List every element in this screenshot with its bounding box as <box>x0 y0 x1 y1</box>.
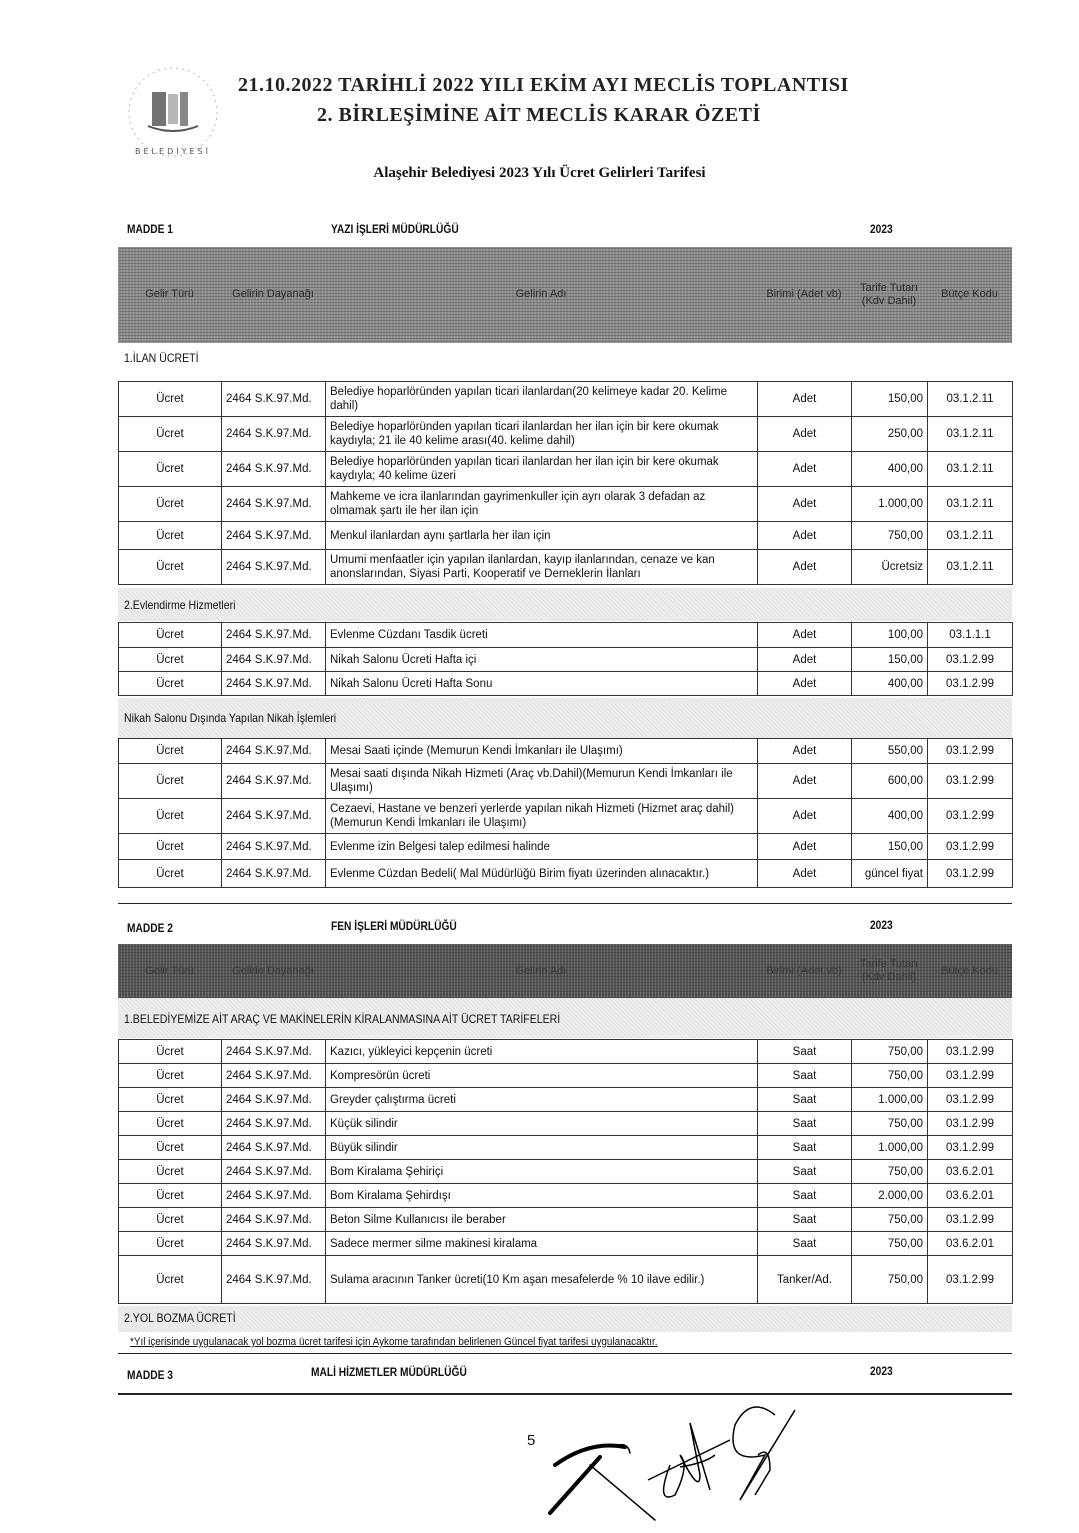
madde2-department: FEN İŞLERİ MÜDÜRLÜĞÜ <box>331 919 457 933</box>
cell-butce-kodu: 03.6.2.01 <box>928 1184 1013 1208</box>
signatures <box>530 1395 830 1525</box>
cell-dayanak: 2464 S.K.97.Md. <box>222 834 326 860</box>
cell-butce-kodu: 03.1.2.11 <box>928 382 1013 417</box>
cell-gelir-turu: Ücret <box>119 834 222 860</box>
cell-birimi: Adet <box>758 764 852 799</box>
col-header-gelirin-adi: Gelirin Adı <box>515 964 567 977</box>
cell-dayanak: 2464 S.K.97.Md. <box>222 799 326 834</box>
cell-tarife-tutari: 150,00 <box>852 834 928 860</box>
cell-gelir-adi: Sadece mermer silme makinesi kiralama <box>326 1232 758 1256</box>
cell-dayanak: 2464 S.K.97.Md. <box>222 1064 326 1088</box>
cell-gelir-turu: Ücret <box>119 487 222 522</box>
cell-gelir-adi: Belediye hoparlöründen yapılan ticari ilanlardan(20 kelimeye kadar 20. Kelime dahil) <box>326 382 758 417</box>
section-band <box>118 588 1012 621</box>
cell-tarife-tutari: 750,00 <box>852 1112 928 1136</box>
cell-gelir-adi: Beton Silme Kullanıcısı ile beraber <box>326 1208 758 1232</box>
col-header-gelirin-dayanagi: Gelirin Dayanağı <box>232 964 314 977</box>
cell-tarife-tutari: 750,00 <box>852 1064 928 1088</box>
madde3-label: MADDE 3 <box>127 1368 173 1382</box>
table-row <box>119 648 1013 672</box>
madde2-year: 2023 <box>870 918 893 932</box>
cell-birimi: Adet <box>758 522 852 550</box>
cell-gelir-turu: Ücret <box>119 1184 222 1208</box>
cell-gelir-turu: Ücret <box>119 623 222 648</box>
cell-butce-kodu: 03.1.2.99 <box>928 834 1013 860</box>
cell-tarife-tutari: 2.000,00 <box>852 1184 928 1208</box>
table-nikah-islemleri <box>118 738 1013 888</box>
col-header-gelir-turu: Gelir Türü <box>145 288 194 300</box>
cell-gelir-adi: Büyük silindir <box>326 1136 758 1160</box>
section-title: 1.İLAN ÜCRETİ <box>124 351 199 365</box>
cell-tarife-tutari: 150,00 <box>852 382 928 417</box>
cell-butce-kodu: 03.1.2.99 <box>928 1256 1013 1304</box>
signature-1 <box>550 1445 655 1520</box>
table-row <box>119 739 1013 764</box>
table-row <box>119 1184 1013 1208</box>
table-row <box>119 1208 1013 1232</box>
cell-gelir-adi: Kompresörün ücreti <box>326 1064 758 1088</box>
cell-dayanak: 2464 S.K.97.Md. <box>222 1208 326 1232</box>
cell-birimi: Saat <box>758 1136 852 1160</box>
cell-gelir-adi: Evlenme Cüzdan Bedeli( Mal Müdürlüğü Birim fiyatı üzerinden alınacaktır.) <box>326 860 758 888</box>
cell-birimi: Adet <box>758 382 852 417</box>
cell-butce-kodu: 03.1.2.99 <box>928 1040 1013 1064</box>
col-header-gelirin-adi: Gelirin Adı <box>515 288 567 300</box>
cell-butce-kodu: 03.1.2.99 <box>928 1136 1013 1160</box>
cell-birimi: Saat <box>758 1088 852 1112</box>
cell-tarife-tutari: 550,00 <box>852 739 928 764</box>
cell-dayanak: 2464 S.K.97.Md. <box>222 1184 326 1208</box>
cell-tarife-tutari: 750,00 <box>852 1208 928 1232</box>
cell-dayanak: 2464 S.K.97.Md. <box>222 860 326 888</box>
cell-gelir-adi: Sulama aracının Tanker ücreti(10 Km aşan mesafelerde % 10 ilave edilir.) <box>326 1256 758 1304</box>
cell-birimi: Saat <box>758 1208 852 1232</box>
cell-tarife-tutari: 750,00 <box>852 1160 928 1184</box>
cell-dayanak: 2464 S.K.97.Md. <box>222 1136 326 1160</box>
cell-birimi: Adet <box>758 452 852 487</box>
col-header-gelir-turu: Gelir Türü <box>145 964 194 977</box>
cell-dayanak: 2464 S.K.97.Md. <box>222 417 326 452</box>
cell-dayanak: 2464 S.K.97.Md. <box>222 764 326 799</box>
cell-tarife-tutari: 400,00 <box>852 799 928 834</box>
table-row <box>119 1112 1013 1136</box>
signature-2 <box>648 1423 730 1497</box>
cell-gelir-turu: Ücret <box>119 1040 222 1064</box>
cell-gelir-turu: Ücret <box>119 522 222 550</box>
madde1-year: 2023 <box>870 222 893 236</box>
cell-butce-kodu: 03.1.2.11 <box>928 417 1013 452</box>
table-row <box>119 860 1013 888</box>
col-header-tarife-tutari: Tarife Tutarı (Kdv Dahil) <box>859 958 919 983</box>
cell-tarife-tutari: 1.000,00 <box>852 487 928 522</box>
cell-tarife-tutari: 250,00 <box>852 417 928 452</box>
cell-gelir-adi: Kazıcı, yükleyici kepçenin ücreti <box>326 1040 758 1064</box>
table-row <box>119 522 1013 550</box>
table-row <box>119 417 1013 452</box>
cell-dayanak: 2464 S.K.97.Md. <box>222 1160 326 1184</box>
section-title: 2.YOL BOZMA ÜCRETİ <box>124 1311 236 1325</box>
cell-butce-kodu: 03.6.2.01 <box>928 1160 1013 1184</box>
cell-butce-kodu: 03.1.2.99 <box>928 1064 1013 1088</box>
cell-gelir-turu: Ücret <box>119 672 222 696</box>
cell-butce-kodu: 03.1.2.99 <box>928 648 1013 672</box>
section-title: 1.BELEDİYEMİZE AİT ARAÇ VE MAKİNELERİN KİRALANMASINA AİT ÜCRET TARİFELERİ <box>124 1012 561 1026</box>
table-row <box>119 382 1013 417</box>
cell-gelir-adi: Belediye hoparlöründen yapılan ticari ilanlardan her ilan için bir kere okumak kaydıyla; 40 kelime üzeri <box>326 452 758 487</box>
cell-gelir-adi: Küçük silindir <box>326 1112 758 1136</box>
cell-dayanak: 2464 S.K.97.Md. <box>222 1088 326 1112</box>
meeting-title: 21.10.2022 TARİHLİ 2022 YILI EKİM AYI MECLİS TOPLANTISI <box>238 74 849 96</box>
cell-dayanak: 2464 S.K.97.Md. <box>222 1256 326 1304</box>
cell-birimi: Saat <box>758 1112 852 1136</box>
cell-butce-kodu: 03.1.2.99 <box>928 799 1013 834</box>
cell-dayanak: 2464 S.K.97.Md. <box>222 382 326 417</box>
cell-tarife-tutari: 150,00 <box>852 648 928 672</box>
cell-tarife-tutari: 100,00 <box>852 623 928 648</box>
cell-gelir-adi: Mahkeme ve icra ilanlarından gayrimenkuller için ayrı olarak 3 defadan az olmamak şartı ile her ilan için <box>326 487 758 522</box>
cell-gelir-adi: Menkul ilanlardan aynı şartlarla her ilan için <box>326 522 758 550</box>
cell-dayanak: 2464 S.K.97.Md. <box>222 739 326 764</box>
cell-birimi: Adet <box>758 834 852 860</box>
cell-gelir-adi: Greyder çalıştırma ücreti <box>326 1088 758 1112</box>
cell-tarife-tutari: 600,00 <box>852 764 928 799</box>
cell-butce-kodu: 03.1.2.99 <box>928 739 1013 764</box>
table-row <box>119 1136 1013 1160</box>
table-row <box>119 452 1013 487</box>
col-header-butce-kodu: Bütçe Kodu <box>941 964 998 977</box>
section-band <box>118 1306 1012 1332</box>
cell-tarife-tutari: Ücretsiz <box>852 550 928 585</box>
cell-gelir-turu: Ücret <box>119 739 222 764</box>
cell-gelir-turu: Ücret <box>119 1136 222 1160</box>
cell-gelir-adi: Mesai saati dışında Nikah Hizmeti (Araç vb.Dahil)(Memurun Kendi İmkanları ile Ulaşımı) <box>326 764 758 799</box>
table-ilan-ucreti <box>118 381 1013 585</box>
cell-gelir-adi: Evlenme Cüzdanı Tasdik ücreti <box>326 623 758 648</box>
cell-tarife-tutari: 400,00 <box>852 672 928 696</box>
page-number: 5 <box>527 1432 536 1449</box>
table-row <box>119 764 1013 799</box>
table1-header <box>118 247 1012 343</box>
table-row <box>119 550 1013 585</box>
madde2-label: MADDE 2 <box>127 921 173 935</box>
cell-butce-kodu: 03.1.2.99 <box>928 860 1013 888</box>
cell-dayanak: 2464 S.K.97.Md. <box>222 550 326 585</box>
cell-birimi: Saat <box>758 1184 852 1208</box>
cell-birimi: Adet <box>758 799 852 834</box>
cell-tarife-tutari: 1.000,00 <box>852 1136 928 1160</box>
cell-birimi: Tanker/Ad. <box>758 1256 852 1304</box>
cell-birimi: Adet <box>758 550 852 585</box>
cell-gelir-turu: Ücret <box>119 417 222 452</box>
cell-gelir-adi: Nikah Salonu Ücreti Hafta Sonu <box>326 672 758 696</box>
cell-birimi: Adet <box>758 739 852 764</box>
cell-dayanak: 2464 S.K.97.Md. <box>222 623 326 648</box>
cell-gelir-turu: Ücret <box>119 1064 222 1088</box>
cell-gelir-turu: Ücret <box>119 1112 222 1136</box>
col-header-tarife-tutari: Tarife Tutarı (Kdv Dahil) <box>859 281 919 307</box>
cell-dayanak: 2464 S.K.97.Md. <box>222 1232 326 1256</box>
cell-butce-kodu: 03.1.2.11 <box>928 452 1013 487</box>
cell-dayanak: 2464 S.K.97.Md. <box>222 1040 326 1064</box>
cell-butce-kodu: 03.1.2.99 <box>928 764 1013 799</box>
table-row <box>119 623 1013 648</box>
madde3-department: MALİ HİZMETLER MÜDÜRLÜĞÜ <box>311 1365 467 1379</box>
cell-gelir-turu: Ücret <box>119 1088 222 1112</box>
section-title: 2.Evlendirme Hizmetleri <box>124 598 236 612</box>
section-title: Nikah Salonu Dışında Yapılan Nikah İşlemleri <box>124 711 337 725</box>
document-title: Alaşehir Belediyesi 2023 Yılı Ücret Gelirleri Tarifesi <box>373 165 706 181</box>
cell-gelir-adi: Bom Kiralama Şehiriçi <box>326 1160 758 1184</box>
cell-birimi: Adet <box>758 487 852 522</box>
table-row <box>119 1040 1013 1064</box>
cell-gelir-adi: Belediye hoparlöründen yapılan ticari ilanlardan her ilan için bir kere okumak kaydıyla; 21 ile 40 kelime arası(40. kelime dahil) <box>326 417 758 452</box>
cell-gelir-adi: Umumi menfaatler için yapılan ilanlardan, kayıp ilanlarından, cenaze ve kan anonslarından, Siyasi Parti, Kooperatif ve Derneklerin İlanları <box>326 550 758 585</box>
cell-gelir-turu: Ücret <box>119 799 222 834</box>
cell-gelir-turu: Ücret <box>119 452 222 487</box>
cell-butce-kodu: 03.6.2.01 <box>928 1232 1013 1256</box>
cell-gelir-adi: Bom Kiralama Şehirdışı <box>326 1184 758 1208</box>
cell-tarife-tutari: 750,00 <box>852 1232 928 1256</box>
cell-butce-kodu: 03.1.2.11 <box>928 487 1013 522</box>
cell-gelir-adi: Cezaevi, Hastane ve benzeri yerlerde yapılan nikah Hizmeti (Hizmet araç dahil)(Memurun Kendi İmkanları ile Ulaşımı) <box>326 799 758 834</box>
table-row <box>119 1088 1013 1112</box>
cell-dayanak: 2464 S.K.97.Md. <box>222 452 326 487</box>
table-row <box>119 1232 1013 1256</box>
cell-gelir-turu: Ücret <box>119 1208 222 1232</box>
col-header-birimi: Birimi (Adet vb) <box>766 288 842 300</box>
cell-dayanak: 2464 S.K.97.Md. <box>222 522 326 550</box>
cell-tarife-tutari: güncel fiyat <box>852 860 928 888</box>
madde3-year: 2023 <box>870 1364 893 1378</box>
cell-gelir-turu: Ücret <box>119 382 222 417</box>
madde1-department: YAZI İŞLERİ MÜDÜRLÜĞÜ <box>331 222 459 236</box>
cell-dayanak: 2464 S.K.97.Md. <box>222 672 326 696</box>
yol-bozma-note: *Yıl içerisinde uygulanacak yol bozma ücret tarifesi için Aykome tarafından belirlenen Güncel fiyat tarifesi uygulanacaktır. <box>130 1336 658 1348</box>
cell-birimi: Saat <box>758 1160 852 1184</box>
cell-tarife-tutari: 400,00 <box>852 452 928 487</box>
col-header-birimi: Birimi (Adet vb) <box>766 964 842 977</box>
meeting-subtitle: 2. BİRLEŞİMİNE AİT MECLİS KARAR ÖZETİ <box>317 104 761 126</box>
cell-birimi: Adet <box>758 648 852 672</box>
table-row <box>119 1064 1013 1088</box>
cell-birimi: Saat <box>758 1040 852 1064</box>
cell-butce-kodu: 03.1.2.11 <box>928 550 1013 585</box>
cell-gelir-adi: Evlenme izin Belgesi talep edilmesi halinde <box>326 834 758 860</box>
cell-tarife-tutari: 750,00 <box>852 522 928 550</box>
cell-tarife-tutari: 750,00 <box>852 1256 928 1304</box>
madde1-label: MADDE 1 <box>127 222 173 236</box>
table-row <box>119 1256 1013 1304</box>
cell-butce-kodu: 03.1.2.99 <box>928 1208 1013 1232</box>
cell-gelir-turu: Ücret <box>119 764 222 799</box>
table-row <box>119 487 1013 522</box>
cell-gelir-turu: Ücret <box>119 1256 222 1304</box>
table-evlendirme-hizmetleri <box>118 622 1013 696</box>
cell-gelir-turu: Ücret <box>119 550 222 585</box>
municipality-seal <box>118 62 228 162</box>
table-row <box>119 834 1013 860</box>
cell-butce-kodu: 03.1.2.99 <box>928 1088 1013 1112</box>
cell-butce-kodu: 03.1.2.11 <box>928 522 1013 550</box>
cell-gelir-adi: Mesai Saati içinde (Memurun Kendi İmkanları ile Ulaşımı) <box>326 739 758 764</box>
cell-tarife-tutari: 750,00 <box>852 1040 928 1064</box>
cell-dayanak: 2464 S.K.97.Md. <box>222 648 326 672</box>
cell-gelir-adi: Nikah Salonu Ücreti Hafta içi <box>326 648 758 672</box>
cell-birimi: Saat <box>758 1064 852 1088</box>
cell-butce-kodu: 03.1.2.99 <box>928 672 1013 696</box>
cell-dayanak: 2464 S.K.97.Md. <box>222 487 326 522</box>
table-arac-kiralama <box>118 1039 1013 1304</box>
table-row <box>119 672 1013 696</box>
cell-birimi: Adet <box>758 860 852 888</box>
cell-gelir-turu: Ücret <box>119 860 222 888</box>
cell-dayanak: 2464 S.K.97.Md. <box>222 1112 326 1136</box>
cell-butce-kodu: 03.1.2.99 <box>928 1112 1013 1136</box>
table-row <box>119 799 1013 834</box>
cell-butce-kodu: 03.1.1.1 <box>928 623 1013 648</box>
svg-text:BELEDİYESİ: BELEDİYESİ <box>135 147 211 156</box>
cell-birimi: Adet <box>758 623 852 648</box>
col-header-gelirin-dayanagi: Gelirin Dayanağı <box>232 288 314 300</box>
cell-birimi: Saat <box>758 1232 852 1256</box>
table-row <box>119 1160 1013 1184</box>
cell-tarife-tutari: 1.000,00 <box>852 1088 928 1112</box>
col-header-butce-kodu: Bütçe Kodu <box>941 288 998 300</box>
cell-gelir-turu: Ücret <box>119 1232 222 1256</box>
table2-header <box>118 944 1012 999</box>
cell-birimi: Adet <box>758 672 852 696</box>
signature-3 <box>733 1407 795 1500</box>
cell-gelir-turu: Ücret <box>119 648 222 672</box>
cell-birimi: Adet <box>758 417 852 452</box>
cell-gelir-turu: Ücret <box>119 1160 222 1184</box>
